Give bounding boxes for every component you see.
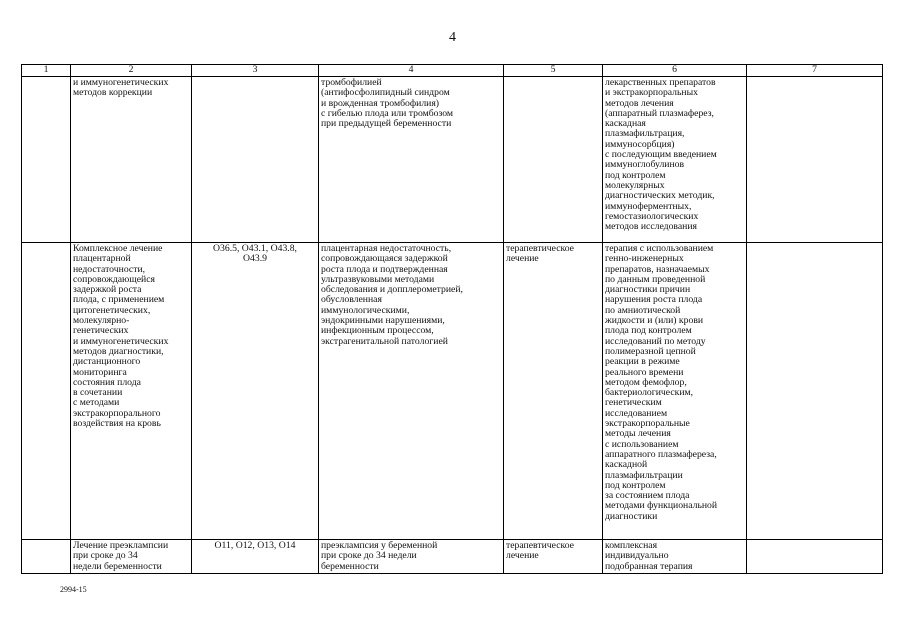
column-number: 3 bbox=[192, 65, 319, 77]
services-table bbox=[21, 64, 883, 574]
column-number: 1 bbox=[22, 65, 71, 77]
column-number: 5 bbox=[504, 65, 603, 77]
cell-treatment-method: терапия с использованием генно-инженерных препаратов, назначаемых по данным проведенной диагностики причин нарушения роста плода по амниотической жидкости и (или) крови плода под контролем исследований по методу полимеразной цепной реакции в режиме реального времени методом фемофлор, бактериологическим, генетическим исследованием экстракорпоральные методы лечения с использованием аппаратного плазмафереза, каскадной плазмафильтрации под контролем за состоянием плода методами функциональной диагностики bbox=[603, 243, 747, 540]
cell-icd-code: O36.5, O43.1, O43.8, O43.9 bbox=[192, 243, 319, 540]
cell-patient-model: тромбофилией (антифосфолипидный синдром и врожденная тромбофилия) с гибелью плода или тромбозом при предыдущей беременности bbox=[319, 77, 504, 243]
cell-number bbox=[22, 540, 71, 574]
cell-treatment-type: терапевтическое лечение bbox=[504, 243, 603, 540]
column-number: 4 bbox=[319, 65, 504, 77]
cell-patient-model: плацентарная недостаточность, сопровождающаяся задержкой роста плода и подтвержденная ультразвуковыми методами обследования и допплерометрией, обусловленная иммунологическими, эндокринными нарушениями, инфекционным процессом, экстрагенитальной патологией bbox=[319, 243, 504, 540]
cell-method-name: Лечение преэклампсии при сроке до 34 недели беременности bbox=[71, 540, 192, 574]
cell-cost bbox=[747, 243, 883, 540]
page-number: 4 bbox=[449, 30, 456, 45]
cell-patient-model: преэклампсия у беременной при сроке до 34 недели беременности bbox=[319, 540, 504, 574]
cell-number bbox=[22, 77, 71, 243]
column-number: 7 bbox=[747, 65, 883, 77]
cell-icd-code bbox=[192, 77, 319, 243]
column-number-row bbox=[22, 65, 883, 77]
cell-number bbox=[22, 243, 71, 540]
table-row bbox=[22, 540, 883, 574]
cell-icd-code: O11, O12, O13, O14 bbox=[192, 540, 319, 574]
column-number: 2 bbox=[71, 65, 192, 77]
cell-method-name: Комплексное лечение плацентарной недостаточности, сопровождающейся задержкой роста плода, с применением цитогенетических, молекулярно- генетических и иммуногенетических методов диагностики, дистанционного мониторинга состояния плода в сочетании с методами экстракорпорального воздействия на кровь bbox=[71, 243, 192, 540]
cell-treatment-method: комплексная индивидуально подобранная терапия bbox=[603, 540, 747, 574]
cell-treatment-method: лекарственных препаратов и экстракорпоральных методов лечения (аппаратный плазмаферез, каскадная плазмафильтрация, иммуносорбция) с последующим введением иммуноглобулинов под контролем молекулярных диагностических методик, иммуноферментных, гемостазиологических методов исследования bbox=[603, 77, 747, 243]
cell-treatment-type bbox=[504, 77, 603, 243]
column-number: 6 bbox=[603, 65, 747, 77]
table-row bbox=[22, 77, 883, 243]
table-row bbox=[22, 243, 883, 540]
cell-cost bbox=[747, 540, 883, 574]
cell-cost bbox=[747, 77, 883, 243]
cell-method-name: и иммуногенетических методов коррекции bbox=[71, 77, 192, 243]
footer-code: 2994-15 bbox=[60, 585, 87, 594]
cell-treatment-type: терапевтическое лечение bbox=[504, 540, 603, 574]
